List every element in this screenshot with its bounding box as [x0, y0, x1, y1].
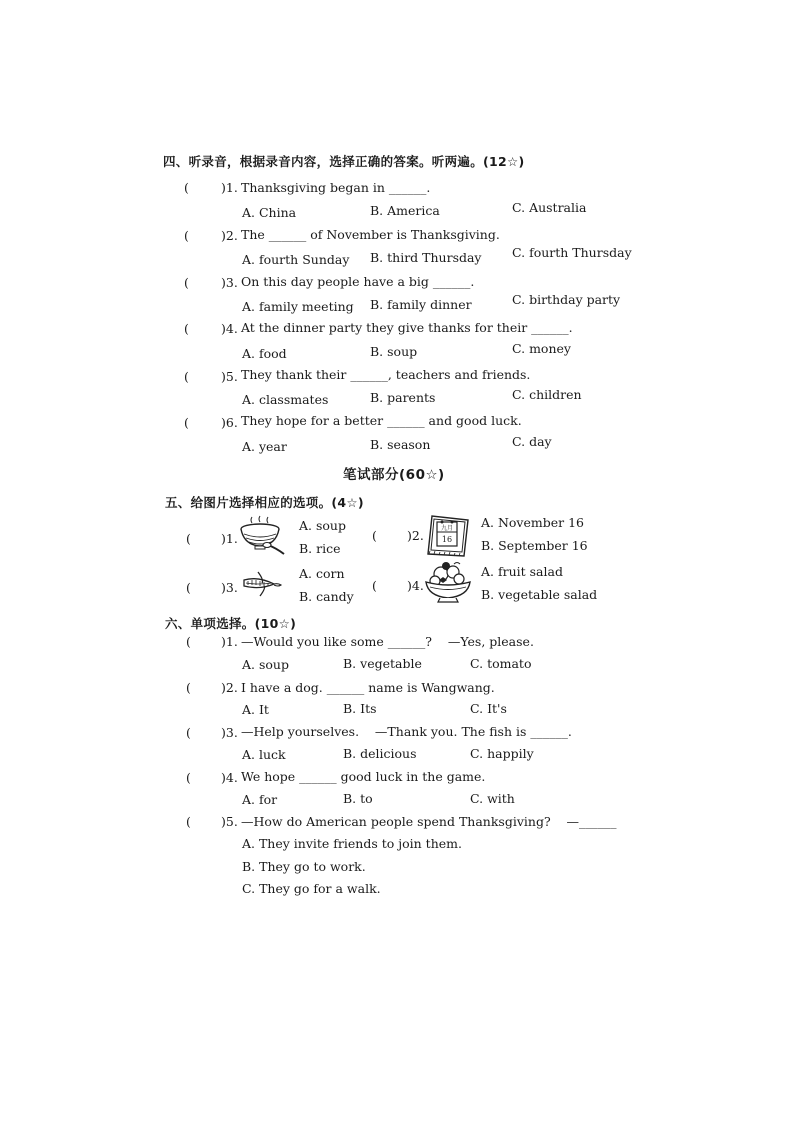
- option-b[interactable]: B. third Thursday: [370, 250, 482, 265]
- option-c[interactable]: C. with: [470, 791, 515, 806]
- question-number: )2.: [221, 228, 238, 243]
- option-a[interactable]: A. China: [242, 205, 297, 220]
- option-b[interactable]: B. America: [370, 203, 440, 218]
- answer-paren[interactable]: (: [186, 770, 191, 785]
- question-text: —How do American people spend Thanksgiving? —______: [241, 814, 617, 829]
- section6-title: 六、单项选择。(10☆): [165, 616, 297, 631]
- answer-paren[interactable]: (: [186, 580, 191, 595]
- question-text: The ______ of November is Thanksgiving.: [241, 227, 500, 242]
- option-a[interactable]: A. soup: [299, 518, 346, 533]
- question-number: )1.: [221, 634, 238, 649]
- option-a[interactable]: A. fruit salad: [481, 564, 563, 579]
- option-a[interactable]: A. It: [242, 702, 269, 717]
- question-text: On this day people have a big ______.: [241, 274, 475, 289]
- option-b[interactable]: B. rice: [299, 541, 341, 556]
- question-text: We hope ______ good luck in the game.: [241, 769, 486, 784]
- option-c[interactable]: C. They go for a walk.: [242, 881, 381, 896]
- answer-paren[interactable]: (: [372, 528, 377, 543]
- calendar-icon: [424, 510, 470, 558]
- option-a[interactable]: A. year: [242, 439, 287, 454]
- option-a[interactable]: A. They invite friends to join them.: [242, 836, 462, 851]
- option-b[interactable]: B. They go to work.: [242, 859, 366, 874]
- answer-paren[interactable]: (: [186, 814, 191, 829]
- answer-paren[interactable]: (: [184, 180, 189, 195]
- question-number: )3.: [221, 275, 238, 290]
- option-a[interactable]: A. food: [242, 346, 287, 361]
- question-number: )2.: [221, 680, 238, 695]
- option-c[interactable]: C. day: [512, 434, 552, 449]
- option-c[interactable]: C. happily: [470, 746, 534, 761]
- question-number: )3.: [221, 725, 238, 740]
- question-number: )2.: [407, 528, 424, 543]
- option-b[interactable]: B. vegetable salad: [481, 587, 598, 602]
- option-b[interactable]: B. parents: [370, 390, 436, 405]
- option-a[interactable]: A. fourth Sunday: [242, 252, 350, 267]
- option-a[interactable]: A. soup: [242, 657, 289, 672]
- question-text: I have a dog. ______ name is Wangwang.: [241, 680, 495, 695]
- answer-paren[interactable]: (: [184, 275, 189, 290]
- question-number: )1.: [221, 180, 238, 195]
- option-b[interactable]: B. season: [370, 437, 431, 452]
- question-number: )6.: [221, 415, 238, 430]
- question-text: —Would you like some ______? —Yes, please.: [241, 634, 534, 649]
- question-number: )1.: [221, 531, 238, 546]
- written-part-title: 笔试部分(60☆): [343, 467, 445, 483]
- option-b[interactable]: B. vegetable: [343, 656, 422, 671]
- option-b[interactable]: B. Its: [343, 701, 377, 716]
- question-text: They hope for a better ______ and good luck.: [241, 413, 522, 428]
- option-c[interactable]: C. fourth Thursday: [512, 245, 632, 260]
- answer-paren[interactable]: (: [186, 531, 191, 546]
- option-a[interactable]: A. family meeting: [242, 299, 354, 314]
- calendar-month-text: 九月: [440, 525, 454, 532]
- answer-paren[interactable]: (: [184, 228, 189, 243]
- question-text: They thank their ______, teachers and friends.: [241, 367, 531, 382]
- answer-paren[interactable]: (: [186, 725, 191, 740]
- option-c[interactable]: C. money: [512, 341, 571, 356]
- option-b[interactable]: B. September 16: [481, 538, 588, 553]
- soup-bowl-icon: [238, 515, 288, 555]
- option-b[interactable]: B. soup: [370, 344, 418, 359]
- question-text: Thanksgiving began in ______.: [241, 180, 431, 195]
- salad-bowl-icon: [424, 560, 472, 604]
- section5-title: 五、给图片选择相应的选项。(4☆): [165, 495, 364, 510]
- question-number: )3.: [221, 580, 238, 595]
- question-number: )5.: [221, 814, 238, 829]
- option-b[interactable]: B. family dinner: [370, 297, 472, 312]
- calendar-day-text: 16: [441, 535, 453, 544]
- answer-paren[interactable]: (: [184, 415, 189, 430]
- option-c[interactable]: C. It's: [470, 701, 507, 716]
- answer-paren[interactable]: (: [184, 369, 189, 384]
- option-a[interactable]: A. for: [242, 792, 278, 807]
- option-c[interactable]: C. Australia: [512, 200, 587, 215]
- option-c[interactable]: C. children: [512, 387, 582, 402]
- question-number: )5.: [221, 369, 238, 384]
- answer-paren[interactable]: (: [372, 578, 377, 593]
- question-text: At the dinner party they give thanks for their ______.: [241, 320, 573, 335]
- option-b[interactable]: B. delicious: [343, 746, 417, 761]
- question-text: —Help yourselves. —Thank you. The fish is ______.: [241, 724, 572, 739]
- question-number: )4.: [221, 770, 238, 785]
- answer-paren[interactable]: (: [184, 321, 189, 336]
- option-b[interactable]: B. candy: [299, 589, 354, 604]
- option-c[interactable]: C. tomato: [470, 656, 532, 671]
- section4-title: 四、听录音，根据录音内容，选择正确的答案。听两遍。(12☆): [163, 154, 525, 169]
- option-a[interactable]: A. corn: [299, 566, 345, 581]
- option-a[interactable]: A. November 16: [481, 515, 585, 530]
- option-b[interactable]: B. to: [343, 791, 373, 806]
- option-a[interactable]: A. luck: [242, 747, 286, 762]
- answer-paren[interactable]: (: [186, 680, 191, 695]
- option-a[interactable]: A. classmates: [242, 392, 329, 407]
- option-c[interactable]: C. birthday party: [512, 292, 621, 307]
- question-number: )4.: [407, 578, 424, 593]
- corn-icon: [238, 570, 282, 600]
- answer-paren[interactable]: (: [186, 634, 191, 649]
- question-number: )4.: [221, 321, 238, 336]
